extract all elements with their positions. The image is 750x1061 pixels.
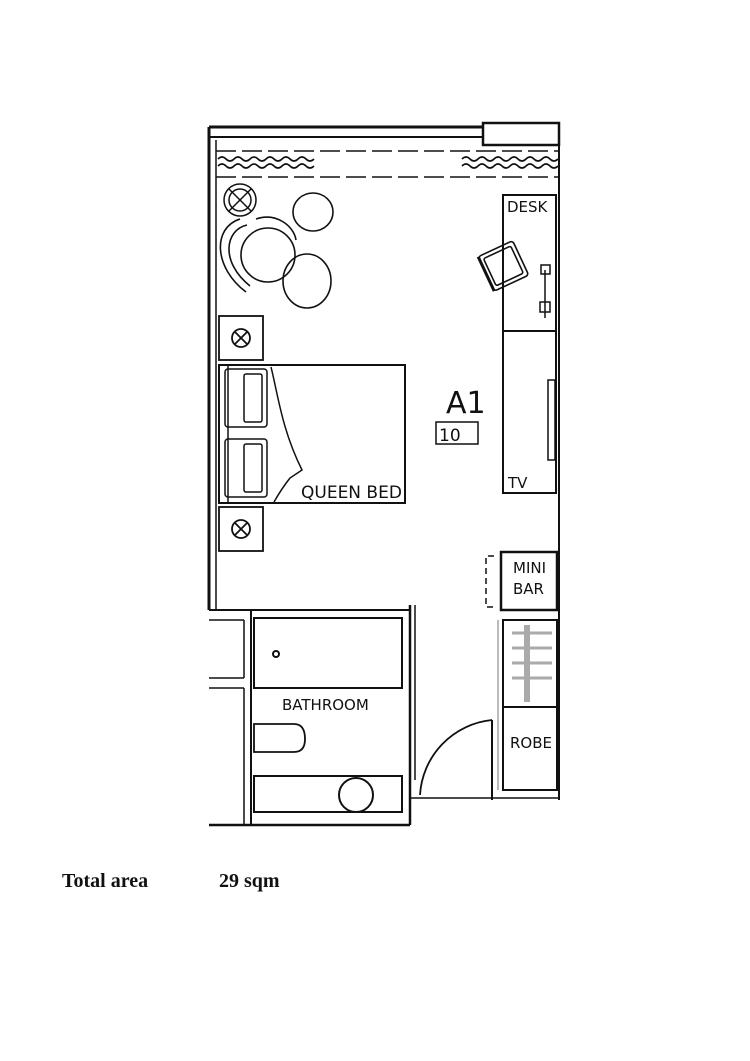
floor-lamp-icon	[224, 184, 256, 216]
unit-code: A1	[446, 386, 486, 421]
bathroom-walls	[209, 605, 415, 825]
hanger-rail	[512, 625, 552, 702]
window-curtains	[216, 151, 559, 177]
tv-label: TV	[508, 474, 528, 492]
entry-door-swing	[420, 720, 492, 795]
bed-label: QUEEN BED	[301, 483, 402, 503]
wardrobe	[498, 620, 557, 790]
vanity-basin	[254, 776, 402, 812]
bathroom-label: BATHROOM	[282, 696, 369, 714]
bathtub	[254, 618, 402, 688]
bedside-table-bottom	[219, 507, 263, 551]
bedside-table-top	[219, 316, 263, 360]
toilet	[254, 724, 305, 752]
minibar-label-line1: MINI	[513, 559, 547, 577]
robe-label: ROBE	[510, 734, 552, 752]
tv-unit	[503, 331, 556, 493]
desk-label: DESK	[507, 198, 548, 216]
total-area-label: Total area	[62, 870, 149, 892]
total-area-value: 29 sqm	[219, 870, 280, 892]
unit-number: 10	[439, 426, 461, 446]
minibar-label-line2: BAR	[513, 580, 544, 598]
